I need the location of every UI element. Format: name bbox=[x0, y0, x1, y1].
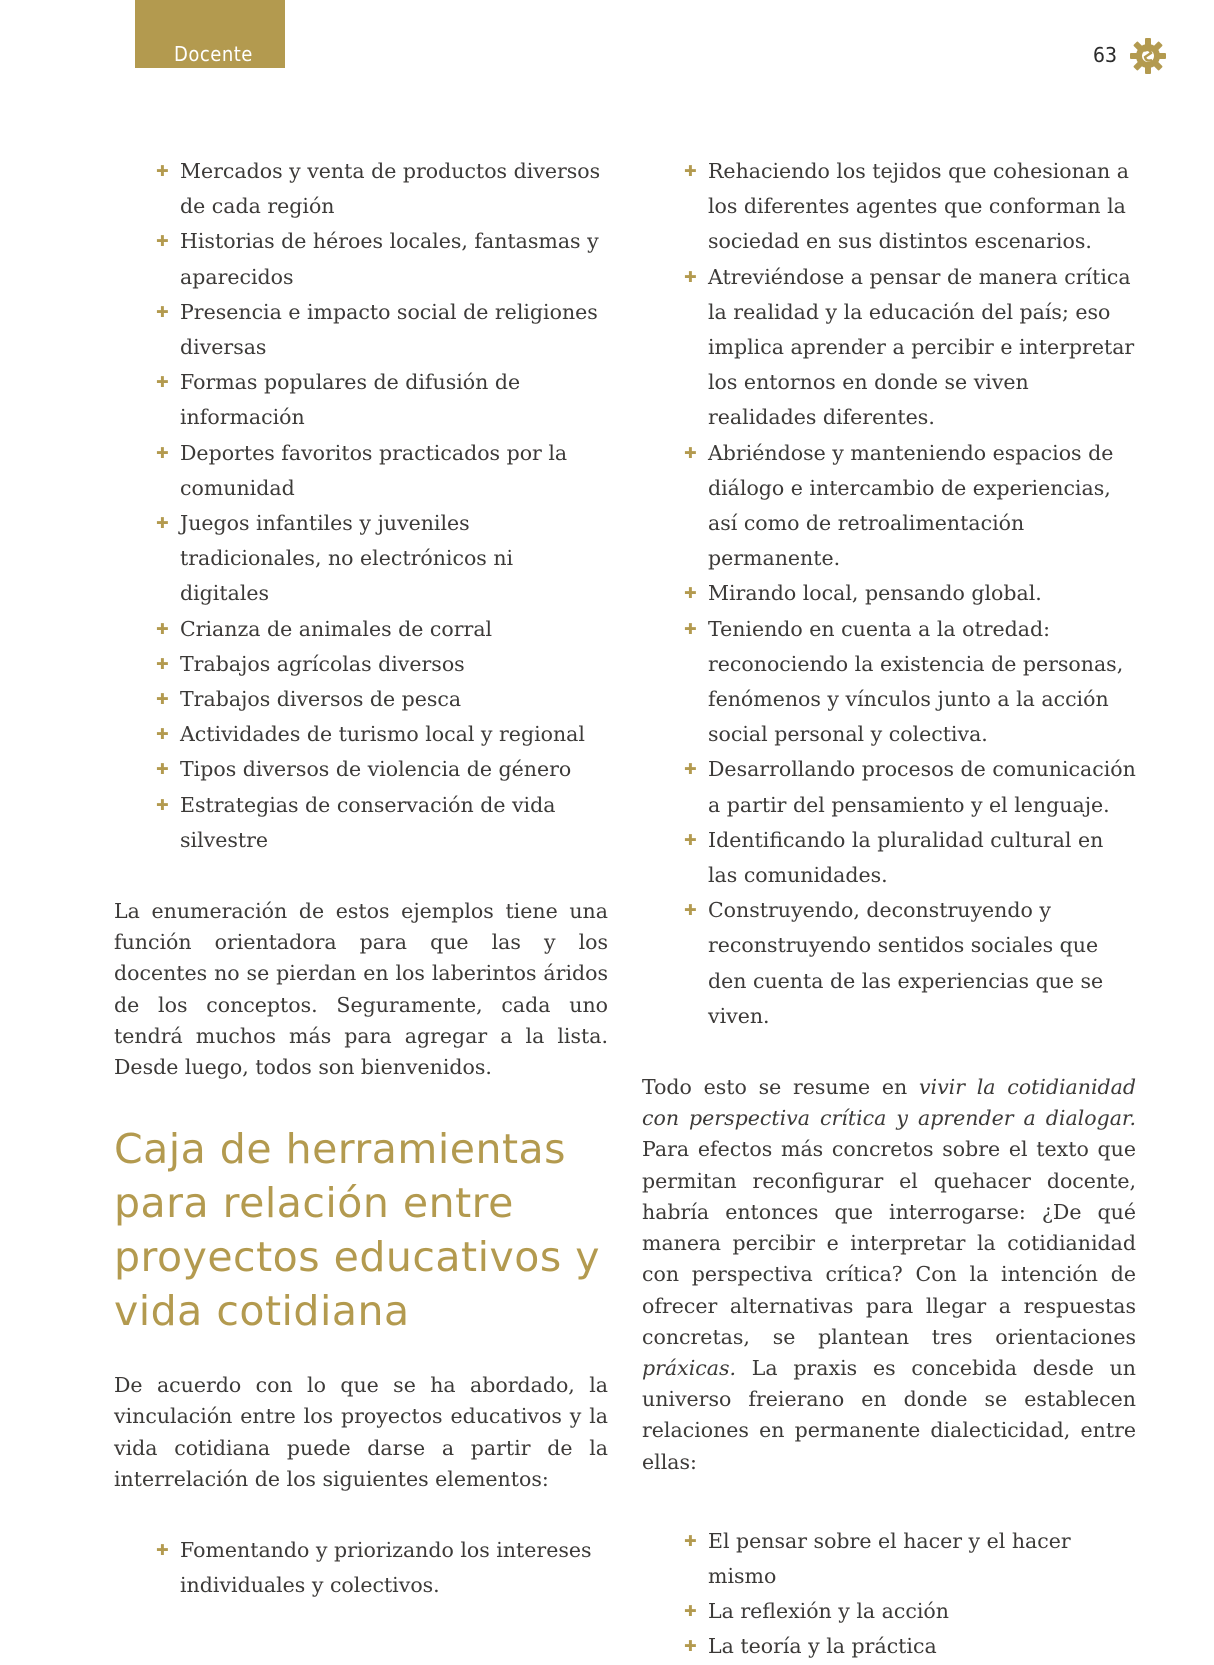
list-item bbox=[156, 506, 608, 612]
bullet-icon: ✚ bbox=[684, 901, 697, 920]
bullet-icon: ✚ bbox=[156, 795, 169, 814]
right-column bbox=[642, 154, 1136, 1665]
list-item-text: Construyendo, deconstruyendo y reconstruyendo sentidos sociales que den cuenta de las experiencias que se viven. bbox=[708, 898, 1104, 1028]
list-item bbox=[156, 682, 608, 717]
list-item-text: Trabajos agrícolas diversos bbox=[180, 651, 465, 676]
intro-paragraph: De acuerdo con lo que se ha abordado, la vinculación entre los proyectos educativos y la vida cotidiana puede darse a partir de la interrelación de los siguientes elementos: bbox=[114, 1373, 608, 1491]
bullet-icon: ✚ bbox=[156, 443, 169, 462]
summary-italic-2: práxicas. bbox=[642, 1355, 737, 1380]
summary-text-1: Todo esto se resume en bbox=[642, 1075, 919, 1100]
bullet-icon: ✚ bbox=[156, 654, 169, 673]
summary-text-2: Para efectos más concretos sobre el texto que permitan reconfigurar el quehacer docente, habría entonces que interrogarse: ¿De qué manera percibir e interpretar la cotidianidad con perspectiva crítica? Con la intención de ofrecer alternativas para llegar a respuestas concretas, se plantean tres orientaciones bbox=[642, 1137, 1136, 1349]
bullet-icon: ✚ bbox=[684, 267, 697, 286]
list-item bbox=[684, 154, 1136, 260]
list-item-text: Presencia e impacto social de religiones diversas bbox=[180, 299, 598, 360]
list-item-text: El pensar sobre el hacer y el hacer mismo bbox=[708, 1528, 1071, 1588]
bullet-icon: ✚ bbox=[156, 690, 169, 709]
page-number: 63 bbox=[1093, 43, 1118, 67]
summary-paragraph bbox=[642, 1072, 1136, 1478]
list-item-text: Teniendo en cuenta a la otredad: reconociendo la existencia de personas, fenómenos y vínculos junto a la acción social personal y colectiva. bbox=[708, 616, 1124, 747]
list-item-text: Identificando la pluralidad cultural en las comunidades. bbox=[708, 827, 1104, 888]
list-item-text: Abriéndose y manteniendo espacios de diálogo e intercambio de experiencias, así como de retroalimentación permanente. bbox=[708, 440, 1114, 571]
section-heading: Caja de herramientas para relación entre proyectos educativos y vida cotidiana bbox=[114, 1125, 601, 1336]
bullet-icon: ✚ bbox=[684, 760, 697, 779]
praxis-list bbox=[642, 1524, 1136, 1665]
list-item-text: Trabajos diversos de pesca bbox=[180, 687, 462, 712]
list-item-text: Deportes favoritos practicados por la comunidad bbox=[180, 440, 568, 500]
list-item-text: Formas populares de difusión de información bbox=[180, 370, 521, 430]
left-column bbox=[114, 154, 608, 1604]
actions-list bbox=[642, 154, 1136, 1034]
bullet-icon: ✚ bbox=[156, 373, 169, 392]
topics-list bbox=[114, 154, 608, 858]
summary-italic-1: vivir la cotidianidad con perspectiva crítica y aprender a dialogar. bbox=[642, 1075, 1136, 1131]
list-item bbox=[684, 893, 1136, 1034]
bullet-icon: ✚ bbox=[684, 1602, 697, 1621]
list-item bbox=[156, 1533, 608, 1603]
list-item bbox=[156, 752, 608, 787]
list-item-text: Historias de héroes locales, fantasmas y aparecidos bbox=[180, 229, 599, 289]
bullet-icon: ✚ bbox=[684, 1531, 697, 1550]
list-item bbox=[684, 260, 1136, 436]
bullet-icon: ✚ bbox=[684, 830, 697, 849]
bullet-icon: ✚ bbox=[156, 619, 169, 638]
elements-list bbox=[114, 1533, 608, 1603]
bullet-icon: ✚ bbox=[156, 162, 169, 180]
list-item bbox=[156, 154, 608, 224]
list-item bbox=[156, 717, 608, 752]
gear-icon bbox=[1128, 36, 1168, 76]
list-item bbox=[684, 436, 1136, 577]
bullet-icon: ✚ bbox=[156, 760, 169, 779]
list-item-text: Rehaciendo los tejidos que cohesionan a los diferentes agentes que conforman la sociedad en sus distintos escenarios. bbox=[708, 159, 1129, 254]
list-item bbox=[156, 295, 608, 365]
list-item bbox=[684, 612, 1136, 753]
bullet-icon: ✚ bbox=[684, 443, 697, 462]
bullet-icon: ✚ bbox=[156, 725, 169, 744]
bullet-icon: ✚ bbox=[684, 584, 697, 603]
list-item bbox=[156, 436, 608, 506]
list-item bbox=[156, 612, 608, 647]
list-item-text: Desarrollando procesos de comunicación a partir del pensamiento y el lenguaje. bbox=[708, 757, 1136, 817]
list-item bbox=[684, 1524, 1136, 1594]
bullet-icon: ✚ bbox=[156, 514, 169, 533]
list-item bbox=[156, 647, 608, 682]
list-item bbox=[684, 1629, 1136, 1664]
bullet-icon: ✚ bbox=[156, 302, 169, 321]
list-item-text: La reflexión y la acción bbox=[708, 1599, 949, 1624]
list-item-text: Estrategias de conservación de vida silvestre bbox=[180, 792, 556, 852]
bullet-icon: ✚ bbox=[156, 232, 169, 251]
bullet-icon: ✚ bbox=[684, 1637, 697, 1656]
list-item-text: Mercados y venta de productos diversos de cada región bbox=[180, 159, 601, 219]
list-item-text: La teoría y la práctica bbox=[708, 1634, 937, 1659]
list-item bbox=[684, 576, 1136, 611]
list-item-text: Juegos infantiles y juveniles tradicionales, no electrónicos ni digitales bbox=[180, 511, 514, 606]
summary-text-3: La praxis es concebida desde un universo freierano en donde se establecen relaciones en permanente dialecticidad, entre ellas: bbox=[642, 1355, 1136, 1474]
list-item-text: Atreviéndose a pensar de manera crítica la realidad y la educación del país; eso implica aprender a percibir e interpretar los entornos en donde se viven realidades diferentes. bbox=[708, 264, 1135, 430]
bullet-icon: ✚ bbox=[156, 1541, 169, 1560]
orientation-paragraph: La enumeración de estos ejemplos tiene una función orientadora para que las y los docentes no se pierdan en los laberintos áridos de los conceptos. Seguramente, cada uno tendrá muchos más para agregar a la lista. Desde luego, todos son bienvenidos. bbox=[114, 899, 608, 1080]
section-label: Docente bbox=[174, 42, 253, 66]
bullet-icon: ✚ bbox=[684, 162, 697, 180]
list-item-text: Mirando local, pensando global. bbox=[708, 581, 1042, 606]
list-item-text: Tipos diversos de violencia de género bbox=[180, 757, 572, 782]
list-item-text: Fomentando y priorizando los intereses individuales y colectivos. bbox=[180, 1538, 592, 1598]
list-item bbox=[684, 1594, 1136, 1629]
list-item bbox=[156, 365, 608, 435]
list-item bbox=[156, 788, 608, 858]
section-tab bbox=[135, 0, 285, 68]
list-item bbox=[684, 752, 1136, 822]
bullet-icon: ✚ bbox=[684, 619, 697, 638]
list-item-text: Actividades de turismo local y regional bbox=[180, 722, 585, 747]
list-item-text: Crianza de animales de corral bbox=[180, 616, 493, 641]
list-item bbox=[156, 224, 608, 294]
list-item bbox=[684, 823, 1136, 893]
